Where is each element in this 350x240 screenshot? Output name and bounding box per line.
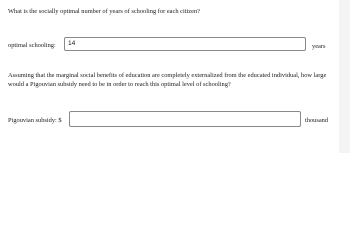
pigouvian-subsidy-input[interactable] xyxy=(69,111,301,127)
pigouvian-subsidy-unit: thousand xyxy=(305,117,329,124)
right-sidebar-strip xyxy=(339,0,350,153)
optimal-schooling-input[interactable]: 14 xyxy=(64,37,306,51)
question-1-prompt: What is the socially optimal number of years of schooling for each citizen? xyxy=(8,8,201,15)
question-2-prompt: Assuming that the marginal social benefits of education are completely externalized from the educated individual, how large would a Pigouvian subsidy need to be in order to reach this optimal level of schooling? xyxy=(8,72,327,88)
pigouvian-subsidy-label: Pigouvian subsidy: $ xyxy=(8,117,62,124)
optimal-schooling-unit: years xyxy=(312,43,326,50)
optimal-schooling-label: optimal schooling: xyxy=(8,42,56,49)
